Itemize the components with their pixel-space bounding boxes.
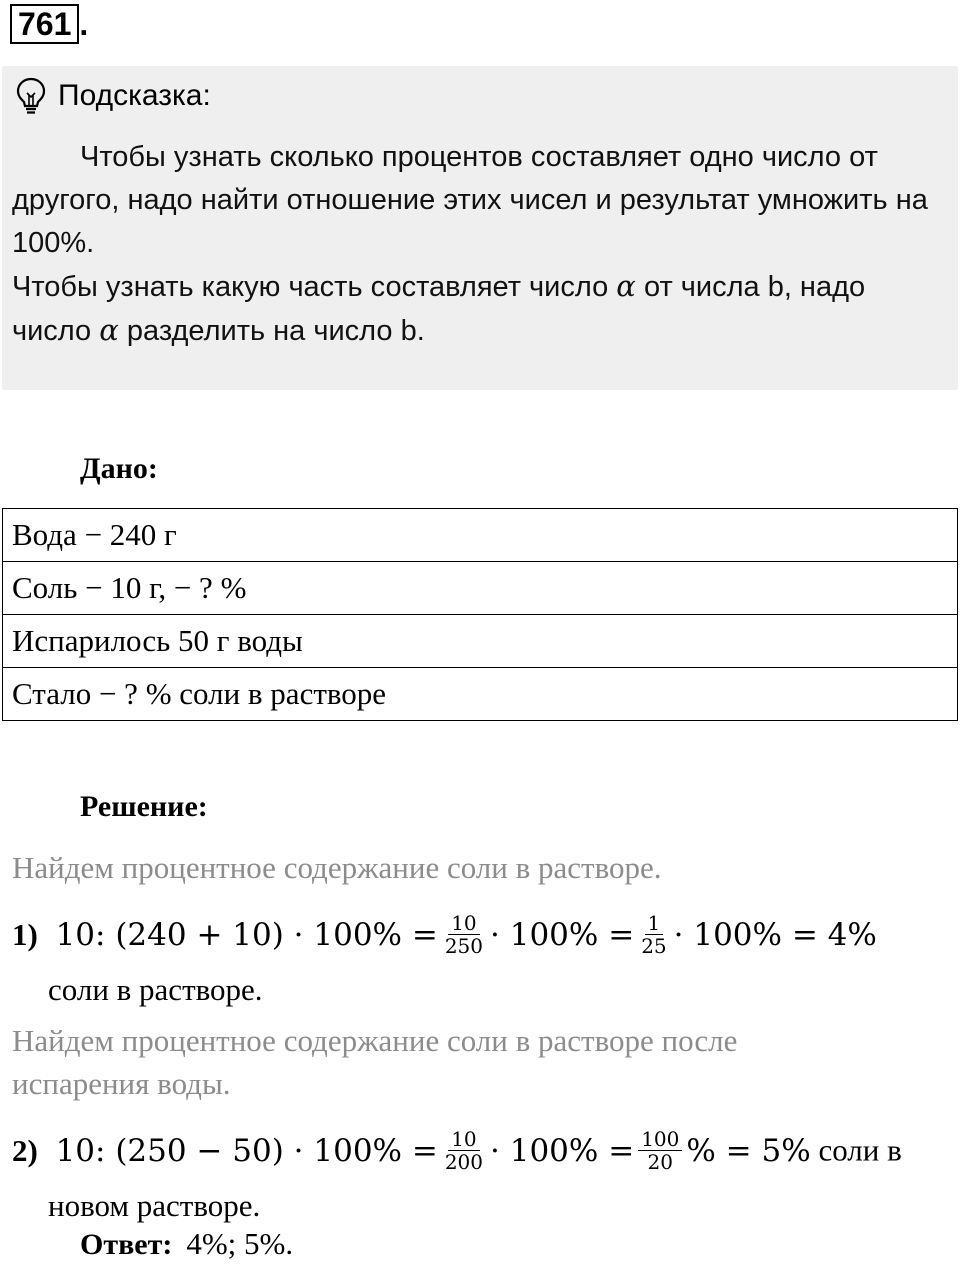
hint-p3-text-b: разделить на число b. (118, 315, 425, 347)
hint-p3-text-a: число (12, 315, 100, 347)
formula-2 (56, 1128, 811, 1173)
fraction-denominator: 20 (647, 1150, 673, 1174)
fraction-numerator: 10 (448, 1128, 479, 1151)
table-row (3, 562, 958, 615)
lightbulb-icon (16, 77, 46, 115)
fraction-numerator: 10 (448, 912, 479, 935)
problem-number-dot: . (79, 6, 89, 42)
given-cell: Соль − 10 г, − ? % (3, 562, 958, 615)
formula-1 (56, 912, 877, 957)
alpha-symbol: α (99, 313, 119, 347)
formula-part: % = 5% (686, 1132, 811, 1169)
solution-step-2 (12, 1128, 902, 1173)
answer-label: Ответ: (80, 1228, 173, 1261)
fraction-denominator: 250 (444, 934, 484, 958)
given-cell: Вода − 240 г (3, 509, 958, 562)
fraction (638, 1128, 682, 1173)
fraction (638, 912, 669, 957)
hint-paragraph-3 (12, 309, 952, 353)
formula-part: 10: (240 + 10) · 100% = (55, 916, 438, 953)
solution-note-1: Найдем процентное содержание соли в растворе. (12, 850, 662, 885)
answer (80, 1226, 293, 1262)
hint-paragraph-2 (12, 265, 952, 309)
given-cell: Испарилось 50 г воды (3, 615, 958, 668)
alpha-symbol: α (616, 269, 636, 303)
hint-title: Подсказка: (58, 79, 211, 112)
step-2-continuation: новом растворе. (48, 1188, 261, 1223)
step-number: 1) (12, 916, 38, 952)
step-number: 2) (12, 1132, 38, 1168)
hint-p2-text-a: Чтобы узнать какую часть составляет число (12, 271, 617, 303)
formula-part: · 100% = (490, 1132, 635, 1169)
formula-part: 10: (250 − 50) · 100% = (55, 1132, 438, 1169)
solution-step-1 (12, 912, 877, 957)
step-2-tail: соли в (818, 1132, 902, 1168)
step-1-continuation: соли в растворе. (48, 972, 263, 1007)
formula-part: · 100% = 4% (673, 916, 877, 953)
fraction-numerator: 100 (638, 1128, 682, 1151)
hint-paragraph-1: Чтобы узнать сколько процентов составляет одно число от другого, надо найти отношение этих чисел и результат умножить на 100%. (12, 141, 928, 259)
given-title: Дано: (80, 452, 158, 485)
fraction-denominator: 25 (641, 934, 667, 958)
hint-panel (2, 66, 958, 390)
fraction (442, 1128, 486, 1173)
hint-body (12, 136, 952, 353)
table-row (3, 615, 958, 668)
problem-number-box: 761 (10, 4, 79, 44)
hint-header (16, 74, 211, 118)
answer-value: 4%; 5%. (186, 1226, 294, 1261)
fraction-numerator: 1 (645, 912, 664, 935)
solution-note-2-line-1: Найдем процентное содержание соли в растворе после (12, 1023, 738, 1058)
table-row (3, 668, 958, 721)
fraction (442, 912, 486, 957)
table-row (3, 509, 958, 562)
solution-note-2-line-2: испарения воды. (12, 1066, 231, 1101)
formula-part: · 100% = (490, 916, 635, 953)
hint-p2-text-b: от числа b, надо (635, 271, 866, 303)
given-table (2, 508, 958, 721)
problem-number (10, 4, 88, 44)
fraction-denominator: 200 (444, 1150, 484, 1174)
given-cell: Стало − ? % соли в растворе (3, 668, 958, 721)
solution-title: Решение: (80, 790, 208, 823)
